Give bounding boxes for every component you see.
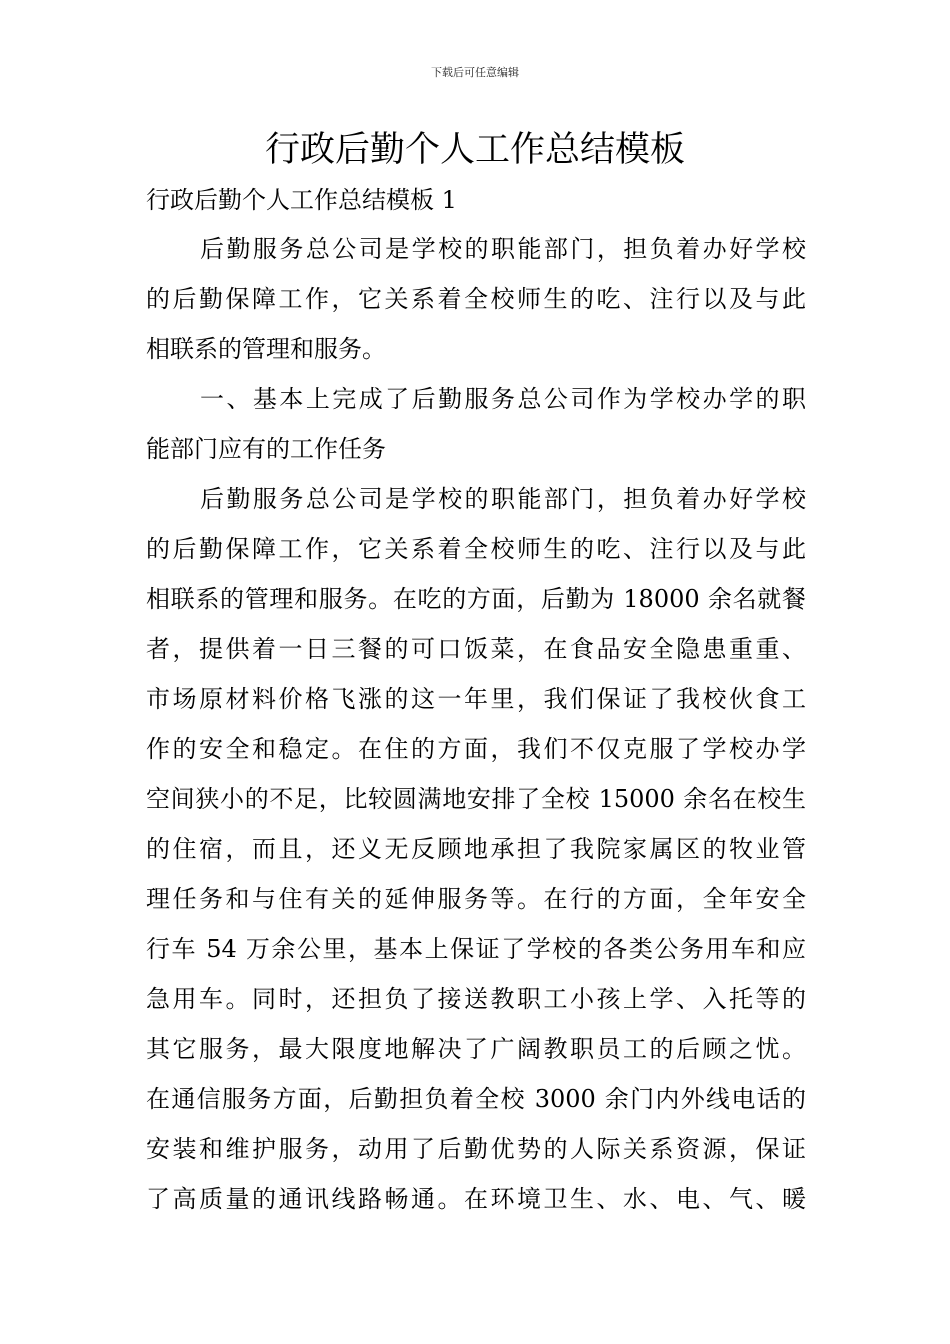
text-line: 的住宿，而且，还义无反顾地承担了我院家属区的牧业管 [146, 835, 806, 863]
text-line: 了高质量的通讯线路畅通。在环境卫生、水、电、气、暖 [146, 1185, 806, 1213]
paragraph-body [146, 474, 806, 1224]
text-line: 作的安全和稳定。在住的方面，我们不仅克服了学校办学 [146, 735, 806, 763]
text-line: 其它服务，最大限度地解决了广阔教职员工的后顾之忧。 [146, 1035, 806, 1063]
document-title: 行政后勤个人工作总结模板 [264, 130, 685, 170]
paragraph-intro [146, 224, 806, 374]
text-line: 安装和维护服务，动用了后勤优势的人际关系资源，保证 [146, 1135, 806, 1163]
text-line: 后勤服务总公司是学校的职能部门，担负着办好学校 [200, 485, 806, 513]
text-line: 的后勤保障工作，它关系着全校师生的吃、注行以及与此 [146, 285, 806, 313]
paragraph-section-heading [146, 374, 806, 474]
text-line: 市场原材料价格飞涨的这一年里，我们保证了我校伙食工 [146, 685, 806, 713]
document-subtitle: 行政后勤个人工作总结模板 1 [146, 186, 457, 214]
text-line: 能部门应有的工作任务 [146, 435, 386, 463]
text-line: 相联系的管理和服务。 [146, 335, 386, 363]
text-line: 者，提供着一日三餐的可口饭菜，在食品安全隐患重重、 [146, 635, 806, 663]
text-line: 相联系的管理和服务。在吃的方面，后勤为 18000 余名就餐 [146, 585, 806, 613]
text-line: 空间狭小的不足，比较圆满地安排了全校 15000 余名在校生 [146, 785, 806, 813]
text-line: 理任务和与住有关的延伸服务等。在行的方面，全年安全 [146, 885, 806, 913]
text-line: 在通信服务方面，后勤担负着全校 3000 余门内外线电话的 [146, 1085, 806, 1113]
text-line: 行车 54 万余公里，基本上保证了学校的各类公务用车和应 [146, 935, 806, 963]
text-line: 一、基本上完成了后勤服务总公司作为学校办学的职 [200, 385, 806, 413]
text-line: 急用车。同时，还担负了接送教职工小孩上学、入托等的 [146, 985, 806, 1013]
text-line: 的后勤保障工作，它关系着全校师生的吃、注行以及与此 [146, 535, 806, 563]
text-line: 后勤服务总公司是学校的职能部门，担负着办好学校 [200, 235, 806, 263]
page-header-note: 下载后可任意编辑 [431, 66, 519, 79]
